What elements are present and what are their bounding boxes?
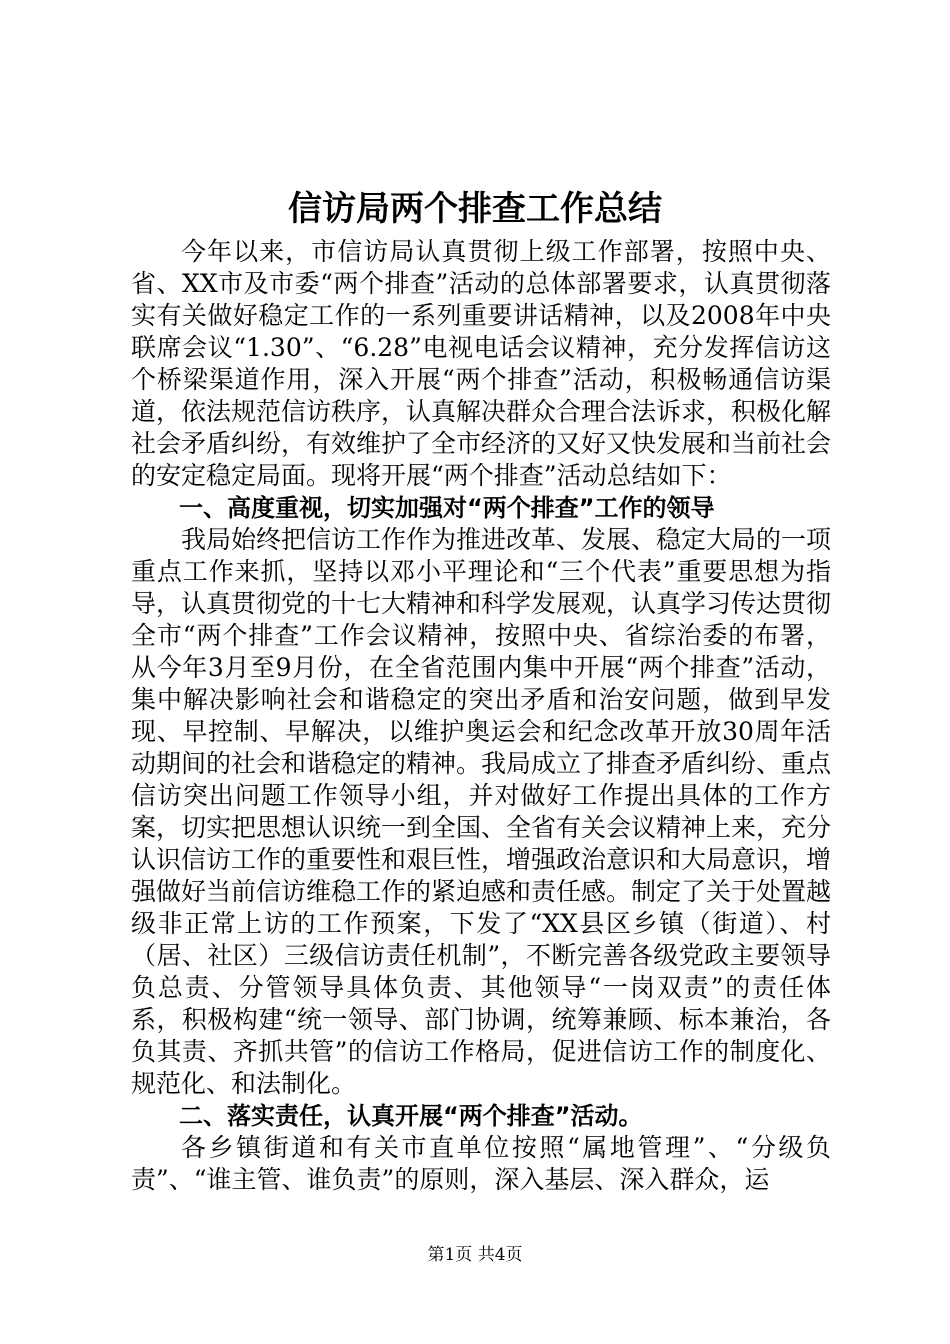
page-number-footer: 第1页 共4页 — [427, 1245, 523, 1265]
intro-paragraph: 今年以来，市信访局认真贯彻上级工作部署，按照中央、省、XX市及市委“两个排查”活动的总体部署要求，认真贯彻落实有关做好稳定工作的一系列重要讲话精神，以及2008年中央联席会议“1.30”、“6.28”电视电话会议精神，充分发挥信访这个桥梁渠道作用，深入开展“两个排查”活动，积极畅通信访渠道，依法规范信访秩序，认真解决群众合理合法诉求，积极化解社会矛盾纠纷，有效维护了全市经济的又好又快发展和当前社会的安定稳定局面。现将开展“两个排查”活动总结如下： — [131, 237, 832, 490]
section-heading-1: 一、高度重视，切实加强对“两个排查”工作的领导 — [179, 494, 715, 522]
section-1-paragraph: 我局始终把信访工作作为推进改革、发展、稳定大局的一项重点工作来抓，坚持以邓小平理论和“三个代表”重要思想为指导，认真贯彻党的十七大精神和科学发展观，认真学习传达贯彻全市“两个排查”工作会议精神，按照中央、省综治委的布署，从今年3月至9月份，在全省范围内集中开展“两个排查”活动，集中解决影响社会和谐稳定的突出矛盾和治安问题，做到早发现、早控制、早解决，以维护奥运会和纪念改革开放30周年活动期间的社会和谐稳定的精神。我局成立了排查矛盾纠纷、重点信访突出问题工作领导小组，并对做好工作提出具体的工作方案，切实把思想认识统一到全国、全省有关会议精神上来，充分认识信访工作的重要性和艰巨性，增强政治意识和大局意识，增强做好当前信访维稳工作的紧迫感和责任感。制定了关于处置越级非正常上访的工作预案，下发了“XX县区乡镇（街道）、村（居、社区）三级信访责任机制”，不断完善各级党政主要领导负总责、分管领导具体负责、其他领导“一岗双责”的责任体系，积极构建“统一领导、部门协调，统筹兼顾、标本兼治，各负其责、齐抓共管”的信访工作格局，促进信访工作的制度化、规范化、和法制化。 — [131, 525, 832, 1098]
section-2-paragraph: 各乡镇街道和有关市直单位按照“属地管理”、“分级负责”、“谁主管、谁负责”的原则，深入基层、深入群众，运 — [131, 1133, 831, 1194]
document-body — [131, 236, 831, 1196]
document-title: 信访局两个排查工作总结 — [288, 189, 662, 229]
section-heading-2: 二、落实责任，认真开展“两个排查”活动。 — [179, 1102, 643, 1130]
